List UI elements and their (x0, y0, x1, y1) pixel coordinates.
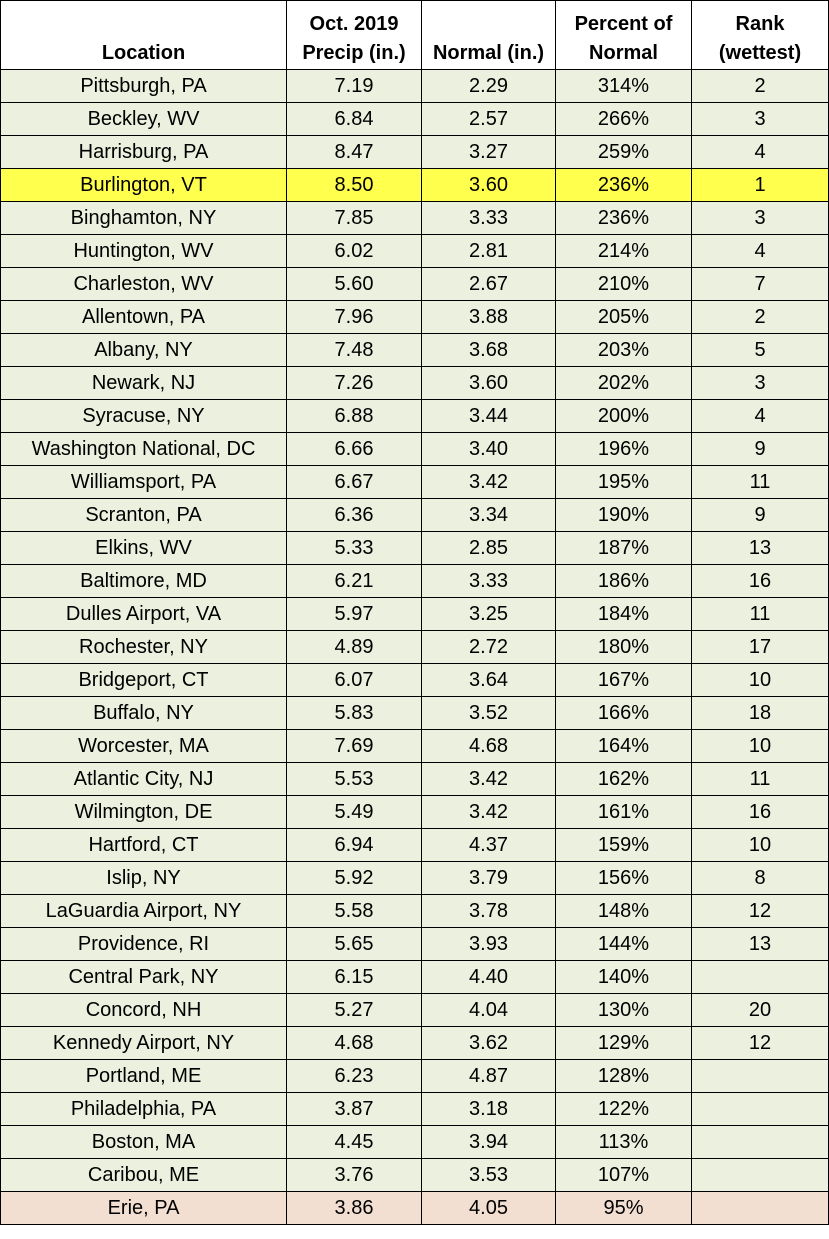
cell-precip: 6.36 (287, 499, 422, 532)
cell-location: Newark, NJ (1, 367, 287, 400)
cell-rank: 18 (692, 697, 829, 730)
cell-normal: 2.85 (422, 532, 556, 565)
cell-precip: 7.19 (287, 70, 422, 103)
cell-normal: 3.40 (422, 433, 556, 466)
cell-precip: 7.69 (287, 730, 422, 763)
table-row (1, 664, 829, 697)
cell-rank: 10 (692, 730, 829, 763)
cell-location: Portland, ME (1, 1060, 287, 1093)
cell-normal: 2.29 (422, 70, 556, 103)
cell-location: Elkins, WV (1, 532, 287, 565)
cell-precip: 4.68 (287, 1027, 422, 1060)
table-row (1, 1192, 829, 1225)
cell-percent: 129% (556, 1027, 692, 1060)
cell-location: Atlantic City, NJ (1, 763, 287, 796)
cell-percent: 161% (556, 796, 692, 829)
cell-percent: 144% (556, 928, 692, 961)
cell-percent: 236% (556, 202, 692, 235)
cell-normal: 3.79 (422, 862, 556, 895)
cell-location: Burlington, VT (1, 169, 287, 202)
cell-normal: 4.37 (422, 829, 556, 862)
cell-normal: 3.88 (422, 301, 556, 334)
cell-location: LaGuardia Airport, NY (1, 895, 287, 928)
cell-rank: 12 (692, 895, 829, 928)
cell-location: Wilmington, DE (1, 796, 287, 829)
cell-normal: 3.93 (422, 928, 556, 961)
cell-normal: 3.68 (422, 334, 556, 367)
cell-precip: 6.67 (287, 466, 422, 499)
table-row (1, 1093, 829, 1126)
cell-percent: 159% (556, 829, 692, 862)
cell-percent: 195% (556, 466, 692, 499)
table-row (1, 1126, 829, 1159)
cell-rank: 11 (692, 763, 829, 796)
table-row (1, 928, 829, 961)
cell-percent: 210% (556, 268, 692, 301)
cell-precip: 7.85 (287, 202, 422, 235)
cell-precip: 5.92 (287, 862, 422, 895)
table-body (1, 70, 829, 1225)
cell-percent: 202% (556, 367, 692, 400)
cell-rank: 2 (692, 70, 829, 103)
table-row (1, 532, 829, 565)
cell-percent: 200% (556, 400, 692, 433)
cell-location: Allentown, PA (1, 301, 287, 334)
cell-rank: 16 (692, 796, 829, 829)
cell-rank: 4 (692, 400, 829, 433)
cell-normal: 4.04 (422, 994, 556, 1027)
header-rank (692, 1, 829, 70)
cell-rank (692, 961, 829, 994)
cell-percent: 164% (556, 730, 692, 763)
table-row (1, 763, 829, 796)
header-location (1, 1, 287, 70)
cell-precip: 5.60 (287, 268, 422, 301)
cell-precip: 6.21 (287, 565, 422, 598)
table-row (1, 433, 829, 466)
cell-precip: 6.15 (287, 961, 422, 994)
cell-location: Kennedy Airport, NY (1, 1027, 287, 1060)
table-row (1, 994, 829, 1027)
table-row (1, 565, 829, 598)
cell-precip: 6.66 (287, 433, 422, 466)
cell-percent: 205% (556, 301, 692, 334)
cell-precip: 6.94 (287, 829, 422, 862)
cell-location: Philadelphia, PA (1, 1093, 287, 1126)
header-location-line-1: Location (101, 42, 186, 64)
cell-rank (692, 1192, 829, 1225)
cell-precip: 6.02 (287, 235, 422, 268)
cell-normal: 3.53 (422, 1159, 556, 1192)
cell-location: Syracuse, NY (1, 400, 287, 433)
cell-percent: 266% (556, 103, 692, 136)
cell-location: Dulles Airport, VA (1, 598, 287, 631)
table-row (1, 136, 829, 169)
cell-rank: 7 (692, 268, 829, 301)
header-normal-line-1: Normal (in.) (432, 42, 545, 64)
cell-precip: 4.45 (287, 1126, 422, 1159)
header-precip-line-1: Oct. 2019 (309, 13, 399, 35)
cell-normal: 3.33 (422, 565, 556, 598)
cell-percent: 203% (556, 334, 692, 367)
cell-location: Scranton, PA (1, 499, 287, 532)
table-row (1, 697, 829, 730)
cell-location: Rochester, NY (1, 631, 287, 664)
table-row (1, 862, 829, 895)
table-row (1, 598, 829, 631)
cell-location: Washington National, DC (1, 433, 287, 466)
table-row (1, 268, 829, 301)
cell-rank: 13 (692, 532, 829, 565)
cell-location: Boston, MA (1, 1126, 287, 1159)
cell-rank: 4 (692, 136, 829, 169)
cell-rank: 12 (692, 1027, 829, 1060)
cell-percent: 156% (556, 862, 692, 895)
cell-precip: 3.87 (287, 1093, 422, 1126)
cell-precip: 8.50 (287, 169, 422, 202)
table-row (1, 631, 829, 664)
cell-percent: 107% (556, 1159, 692, 1192)
header-percent-line-1: Percent of (574, 13, 673, 35)
table-row (1, 1060, 829, 1093)
cell-location: Hartford, CT (1, 829, 287, 862)
cell-precip: 3.76 (287, 1159, 422, 1192)
cell-percent: 148% (556, 895, 692, 928)
table-row (1, 235, 829, 268)
cell-percent: 187% (556, 532, 692, 565)
cell-normal: 3.18 (422, 1093, 556, 1126)
cell-rank: 9 (692, 499, 829, 532)
table-row (1, 334, 829, 367)
cell-location: Bridgeport, CT (1, 664, 287, 697)
cell-precip: 5.58 (287, 895, 422, 928)
cell-precip: 3.86 (287, 1192, 422, 1225)
table-row (1, 301, 829, 334)
cell-location: Beckley, WV (1, 103, 287, 136)
cell-precip: 5.53 (287, 763, 422, 796)
cell-location: Harrisburg, PA (1, 136, 287, 169)
cell-percent: 184% (556, 598, 692, 631)
cell-percent: 95% (556, 1192, 692, 1225)
cell-percent: 140% (556, 961, 692, 994)
cell-normal: 3.33 (422, 202, 556, 235)
cell-location: Caribou, ME (1, 1159, 287, 1192)
cell-precip: 5.83 (287, 697, 422, 730)
table-row (1, 499, 829, 532)
cell-normal: 4.87 (422, 1060, 556, 1093)
cell-percent: 190% (556, 499, 692, 532)
cell-rank: 3 (692, 367, 829, 400)
cell-location: Buffalo, NY (1, 697, 287, 730)
cell-precip: 4.89 (287, 631, 422, 664)
cell-precip: 5.33 (287, 532, 422, 565)
cell-location: Providence, RI (1, 928, 287, 961)
cell-normal: 3.78 (422, 895, 556, 928)
cell-precip: 7.96 (287, 301, 422, 334)
cell-normal: 3.25 (422, 598, 556, 631)
cell-percent: 128% (556, 1060, 692, 1093)
cell-normal: 2.81 (422, 235, 556, 268)
cell-location: Worcester, MA (1, 730, 287, 763)
cell-normal: 4.05 (422, 1192, 556, 1225)
cell-location: Islip, NY (1, 862, 287, 895)
cell-location: Charleston, WV (1, 268, 287, 301)
cell-rank: 11 (692, 466, 829, 499)
cell-location: Huntington, WV (1, 235, 287, 268)
cell-rank: 16 (692, 565, 829, 598)
header-rank-line-1: Rank (735, 13, 785, 35)
table-row (1, 466, 829, 499)
cell-normal: 3.60 (422, 367, 556, 400)
cell-rank: 4 (692, 235, 829, 268)
cell-rank: 13 (692, 928, 829, 961)
cell-rank (692, 1093, 829, 1126)
table-row (1, 202, 829, 235)
cell-percent: 236% (556, 169, 692, 202)
cell-precip: 5.65 (287, 928, 422, 961)
cell-percent: 122% (556, 1093, 692, 1126)
cell-precip: 5.97 (287, 598, 422, 631)
table-row (1, 895, 829, 928)
cell-precip: 7.48 (287, 334, 422, 367)
cell-percent: 166% (556, 697, 692, 730)
cell-rank: 10 (692, 664, 829, 697)
table-row (1, 796, 829, 829)
cell-normal: 3.94 (422, 1126, 556, 1159)
cell-rank: 8 (692, 862, 829, 895)
cell-location: Concord, NH (1, 994, 287, 1027)
cell-precip: 8.47 (287, 136, 422, 169)
cell-normal: 2.72 (422, 631, 556, 664)
cell-normal: 4.68 (422, 730, 556, 763)
table-row (1, 367, 829, 400)
table-row (1, 961, 829, 994)
cell-precip: 7.26 (287, 367, 422, 400)
cell-rank: 3 (692, 202, 829, 235)
cell-rank: 1 (692, 169, 829, 202)
cell-percent: 130% (556, 994, 692, 1027)
cell-location: Albany, NY (1, 334, 287, 367)
cell-location: Williamsport, PA (1, 466, 287, 499)
cell-location: Binghamton, NY (1, 202, 287, 235)
cell-normal: 2.67 (422, 268, 556, 301)
table-row (1, 1027, 829, 1060)
cell-precip: 6.84 (287, 103, 422, 136)
cell-normal: 3.62 (422, 1027, 556, 1060)
cell-normal: 2.57 (422, 103, 556, 136)
cell-precip: 6.23 (287, 1060, 422, 1093)
cell-normal: 3.52 (422, 697, 556, 730)
cell-normal: 3.64 (422, 664, 556, 697)
header-percent (556, 1, 692, 70)
cell-precip: 5.49 (287, 796, 422, 829)
cell-rank: 2 (692, 301, 829, 334)
cell-location: Erie, PA (1, 1192, 287, 1225)
cell-percent: 186% (556, 565, 692, 598)
cell-rank: 10 (692, 829, 829, 862)
cell-percent: 196% (556, 433, 692, 466)
cell-precip: 6.88 (287, 400, 422, 433)
cell-rank: 5 (692, 334, 829, 367)
table-row (1, 730, 829, 763)
header-normal (422, 1, 556, 70)
cell-precip: 6.07 (287, 664, 422, 697)
cell-normal: 3.44 (422, 400, 556, 433)
cell-rank: 11 (692, 598, 829, 631)
cell-location: Central Park, NY (1, 961, 287, 994)
cell-rank (692, 1159, 829, 1192)
cell-location: Pittsburgh, PA (1, 70, 287, 103)
cell-normal: 3.27 (422, 136, 556, 169)
table-row (1, 70, 829, 103)
table-row (1, 169, 829, 202)
cell-percent: 167% (556, 664, 692, 697)
cell-percent: 113% (556, 1126, 692, 1159)
cell-percent: 180% (556, 631, 692, 664)
cell-normal: 3.34 (422, 499, 556, 532)
header-rank-line-2: (wettest) (718, 42, 802, 64)
cell-percent: 259% (556, 136, 692, 169)
cell-rank: 9 (692, 433, 829, 466)
header-percent-line-2: Normal (589, 42, 658, 64)
table-row (1, 103, 829, 136)
table-row (1, 400, 829, 433)
header-precip-line-2: Precip (in.) (302, 42, 406, 64)
cell-normal: 3.42 (422, 796, 556, 829)
cell-rank (692, 1126, 829, 1159)
cell-rank: 3 (692, 103, 829, 136)
cell-normal: 3.60 (422, 169, 556, 202)
cell-percent: 162% (556, 763, 692, 796)
cell-rank: 20 (692, 994, 829, 1027)
cell-normal: 3.42 (422, 763, 556, 796)
header-precip (287, 1, 422, 70)
cell-normal: 4.40 (422, 961, 556, 994)
cell-rank (692, 1060, 829, 1093)
cell-rank: 17 (692, 631, 829, 664)
cell-location: Baltimore, MD (1, 565, 287, 598)
cell-percent: 214% (556, 235, 692, 268)
cell-percent: 314% (556, 70, 692, 103)
cell-normal: 3.42 (422, 466, 556, 499)
table-row (1, 1159, 829, 1192)
table-row (1, 829, 829, 862)
cell-precip: 5.27 (287, 994, 422, 1027)
header-row (1, 1, 829, 70)
